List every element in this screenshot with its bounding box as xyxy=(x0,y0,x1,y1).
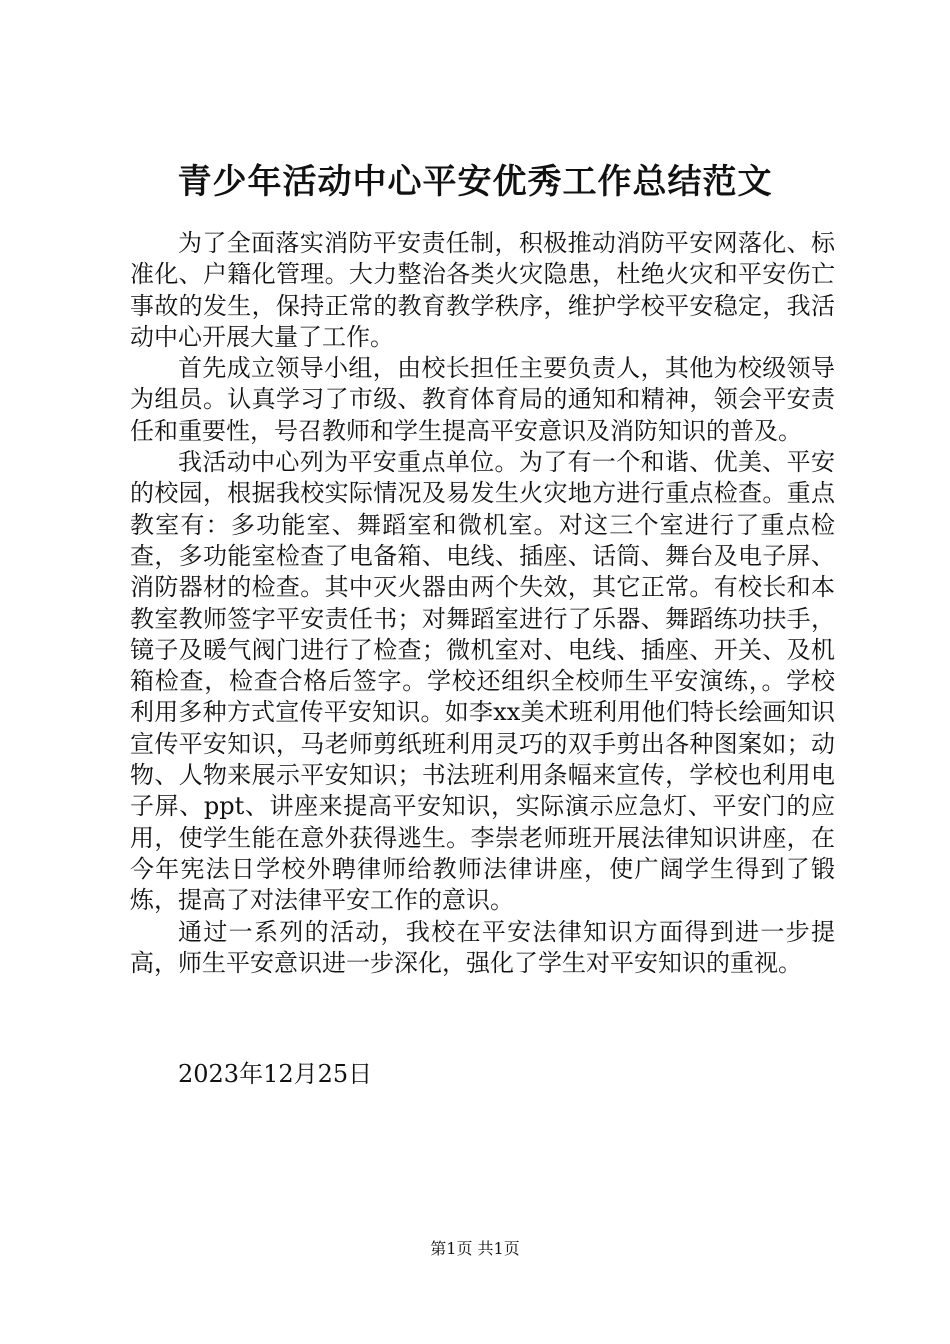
page-footer: 第1页 共1页 xyxy=(430,1239,520,1258)
document-title: 青少年活动中心平安优秀工作总结范文 xyxy=(177,162,773,202)
paragraph-2: 首先成立领导小组，由校长担任主要负责人，其他为校级领导为组员。认真学习了市级、教育体育局的通知和精神，领会平安责任和重要性，号召教师和学生提高平安意识及消防知识的普及。 xyxy=(130,354,835,445)
paragraph-3: 我活动中心列为平安重点单位。为了有一个和谐、优美、平安的校园，根据我校实际情况及易发生火灾地方进行重点检查。重点教室有：多功能室、舞蹈室和微机室。对这三个室进行了重点检查，多功能室检查了电备箱、电线、插座、话筒、舞台及电子屏、消防器材的检查。其中灭火器由两个失效，其它正常。有校长和本教室教师签字平安责任书；对舞蹈室进行了乐器、舞蹈练功扶手，镜子及暖气阀门进行了检查；微机室对、电线、插座、开关、及机箱检查，检查合格后签字。学校还组织全校师生平安演练，。学校利用多种方式宣传平安知识。如李xx美术班利用他们特长绘画知识宣传平安知识，马老师剪纸班利用灵巧的双手剪出各种图案如；动物、人物来展示平安知识；书法班利用条幅来宣传，学校也利用电子屏、ppt、讲座来提高平安知识，实际演示应急灯、平安门的应用，使学生能在意外获得逃生。李崇老师班开展法律知识讲座，在今年宪法日学校外聘律师给教师法律讲座，使广阔学生得到了锻炼，提高了对法律平安工作的意识。 xyxy=(130,448,835,915)
paragraph-4: 通过一系列的活动，我校在平安法律知识方面得到进一步提高，师生平安意识进一步深化，强化了学生对平安知识的重视。 xyxy=(130,917,835,977)
paragraph-1: 为了全面落实消防平安责任制，积极推动消防平安网落化、标准化、户籍化管理。大力整治各类火灾隐患，杜绝火灾和平安伤亡事故的发生，保持正常的教育教学秩序，维护学校平安稳定，我活动中心开展大量了工作。 xyxy=(130,229,835,351)
document-date: 2023年12月25日 xyxy=(178,1060,373,1088)
document-body xyxy=(130,228,835,979)
